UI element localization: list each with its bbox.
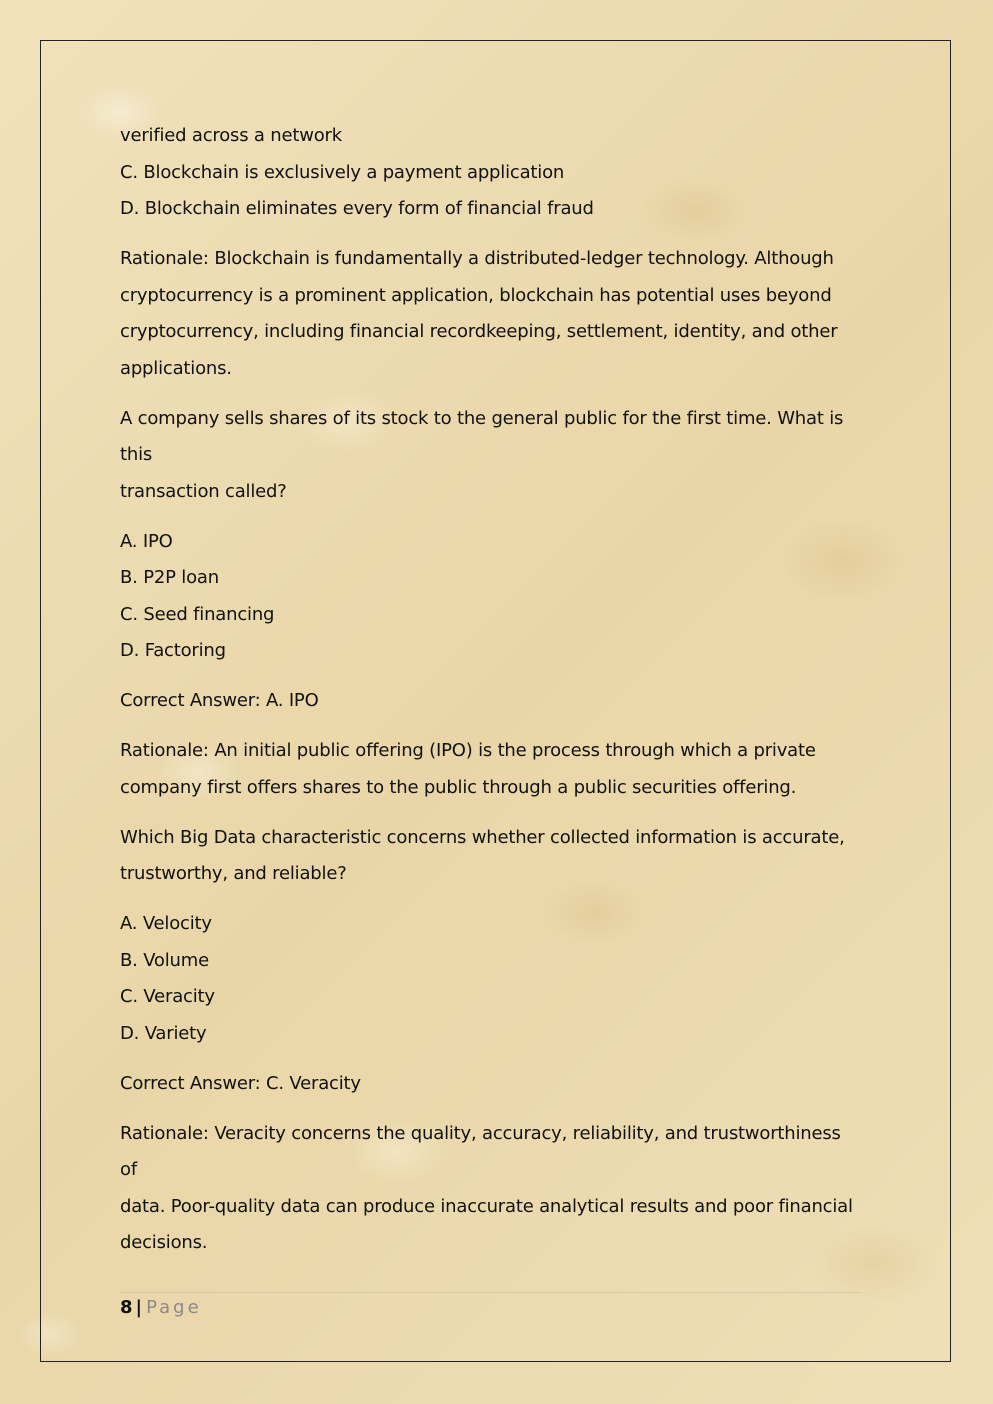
correct-answer: Correct Answer: C. Veracity	[120, 1072, 361, 1094]
option-b: B. Volume	[120, 949, 209, 971]
page-label: Page	[146, 1297, 202, 1318]
option-d: D. Blockchain eliminates every form of financial fraud	[120, 198, 594, 219]
rationale-line: Rationale: Blockchain is fundamentally a distributed-ledger technology. Although	[120, 248, 834, 269]
rationale-line: cryptocurrency, including financial recordkeeping, settlement, identity, and other	[120, 321, 838, 342]
rationale-line: Rationale: An initial public offering (IPO) is the process through which a private	[120, 740, 816, 761]
rationale-line: Rationale: Veracity concerns the quality, accuracy, reliability, and trustworthiness of	[120, 1122, 841, 1180]
option-d: D. Variety	[120, 1022, 207, 1044]
option-c: C. Blockchain is exclusively a payment application	[120, 161, 565, 183]
document-body	[120, 118, 860, 1262]
question-line: trustworthy, and reliable?	[120, 863, 347, 884]
question-line: transaction called?	[120, 480, 287, 502]
question-line: Which Big Data characteristic concerns whether collected information is accurate,	[120, 826, 845, 848]
rationale-line: cryptocurrency is a prominent application, blockchain has potential uses beyond	[120, 284, 832, 306]
rationale-line: applications.	[120, 357, 232, 379]
rationale-line: company first offers shares to the public through a public securities offering.	[120, 776, 797, 798]
page-footer	[120, 1292, 860, 1323]
question-line: A company sells shares of its stock to the general public for the first time. What is this	[120, 407, 844, 465]
option-d: D. Factoring	[120, 640, 226, 661]
option-continuation: verified across a network	[120, 125, 342, 146]
option-a: A. Velocity	[120, 913, 212, 934]
option-a: A. IPO	[120, 530, 173, 552]
page-number: 8	[120, 1297, 133, 1318]
option-b: B. P2P loan	[120, 567, 219, 588]
option-c: C. Seed financing	[120, 603, 275, 625]
rationale-line: data. Poor-quality data can produce inaccurate analytical results and poor financial	[120, 1195, 853, 1217]
footer-separator: |	[135, 1297, 143, 1318]
correct-answer: Correct Answer: A. IPO	[120, 690, 319, 711]
rationale-line: decisions.	[120, 1232, 208, 1253]
option-c: C. Veracity	[120, 986, 215, 1007]
